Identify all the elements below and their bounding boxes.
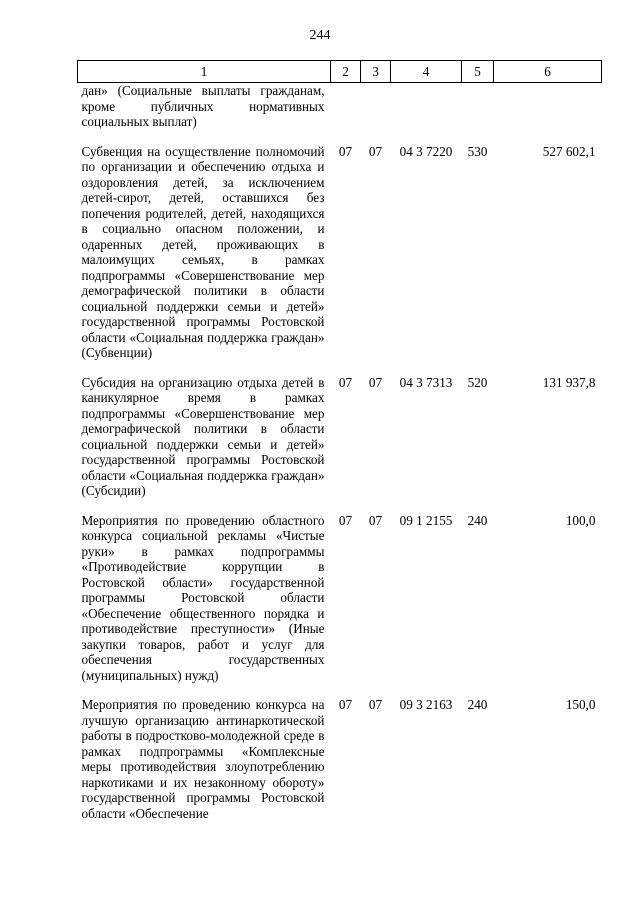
row-description: Субсидия на организацию отдыха детей в каникулярное время в рамках подпрограммы «Совершенствование мер демографической политики в области социальной поддержки семьи и детей» государственной программы Ростовской области «Социальная поддержка граждан» (Субсидии) [81, 374, 325, 498]
row-section: 07 [338, 374, 353, 390]
row-description: Мероприятия по проведению областного конкурса социальной рекламы «Чистые руки» в рамках подпрограммы «Противодействие коррупции в Ростовской области» государственной программы Ростовской области «Обеспечение общественного порядка и противодействие преступности» (Иные закупки товаров, работ и услуг для обеспечения государственных (муниципальных) нужд) [81, 512, 325, 683]
row-amount [494, 83, 602, 144]
row-target-article: 04 3 7313 [399, 374, 453, 390]
row-expense-type: 240 [467, 512, 488, 528]
row-expense-type [462, 83, 494, 144]
row-amount: 131 937,8 [542, 374, 596, 390]
row-amount: 150,0 [565, 697, 596, 712]
row-target-article: 04 3 7220 [399, 143, 453, 159]
header-col-1: 1 [78, 61, 331, 83]
row-section [331, 83, 361, 144]
header-col-5: 5 [462, 61, 494, 83]
row-description: Субвенция на осуществление полномочий по организации и обеспечению отдыха и оздоровления детей, за исключением детей-сирот, детей, оставшихся без попечения родителей, детей, находящихся в социально опасном положении, и одаренных детей, проживающих в малоимущих семьях, в рамках подпрограммы «Совершенствование мер демографической политики в области социальной поддержки семьи и детей» государственной программы Ростовской области «Социальная поддержка граждан» (Субвенции) [81, 143, 325, 360]
table-row [78, 144, 602, 375]
row-description: дан» (Социальные выплаты гражданам, кроме публичных нормативных социальных выплат) [81, 83, 325, 129]
header-col-3: 3 [361, 61, 391, 83]
row-expense-type: 240 [467, 697, 488, 712]
table-row [78, 83, 602, 144]
page-number: 244 [309, 28, 331, 43]
row-target-article [391, 83, 462, 144]
row-subsection: 07 [368, 374, 383, 390]
row-section: 07 [338, 143, 353, 159]
row-target-article: 09 1 2155 [399, 512, 453, 528]
row-description: Мероприятия по проведению конкурса на лучшую организацию антинаркотической работы в подростково-молодежной среде в рамках подпрограммы «Комплексные меры противодействия злоупотреблению наркотиками и их незаконному обороту» государственной программы Ростовской области «Обеспечение [81, 697, 325, 821]
row-target-article: 09 3 2163 [399, 697, 453, 712]
row-subsection: 07 [368, 697, 383, 712]
row-subsection [361, 83, 391, 144]
budget-table [77, 60, 602, 821]
row-expense-type: 520 [467, 374, 488, 390]
row-subsection: 07 [368, 143, 383, 159]
table-header-row [78, 61, 602, 83]
row-section: 07 [338, 697, 353, 712]
header-col-2: 2 [331, 61, 361, 83]
header-col-4: 4 [391, 61, 462, 83]
header-col-6: 6 [494, 61, 602, 83]
table-row [78, 375, 602, 513]
table-row [78, 697, 602, 821]
table-row [78, 513, 602, 698]
row-amount: 100,0 [565, 512, 596, 528]
row-section: 07 [338, 512, 353, 528]
row-amount: 527 602,1 [542, 143, 596, 159]
row-subsection: 07 [368, 512, 383, 528]
row-expense-type: 530 [467, 143, 488, 159]
